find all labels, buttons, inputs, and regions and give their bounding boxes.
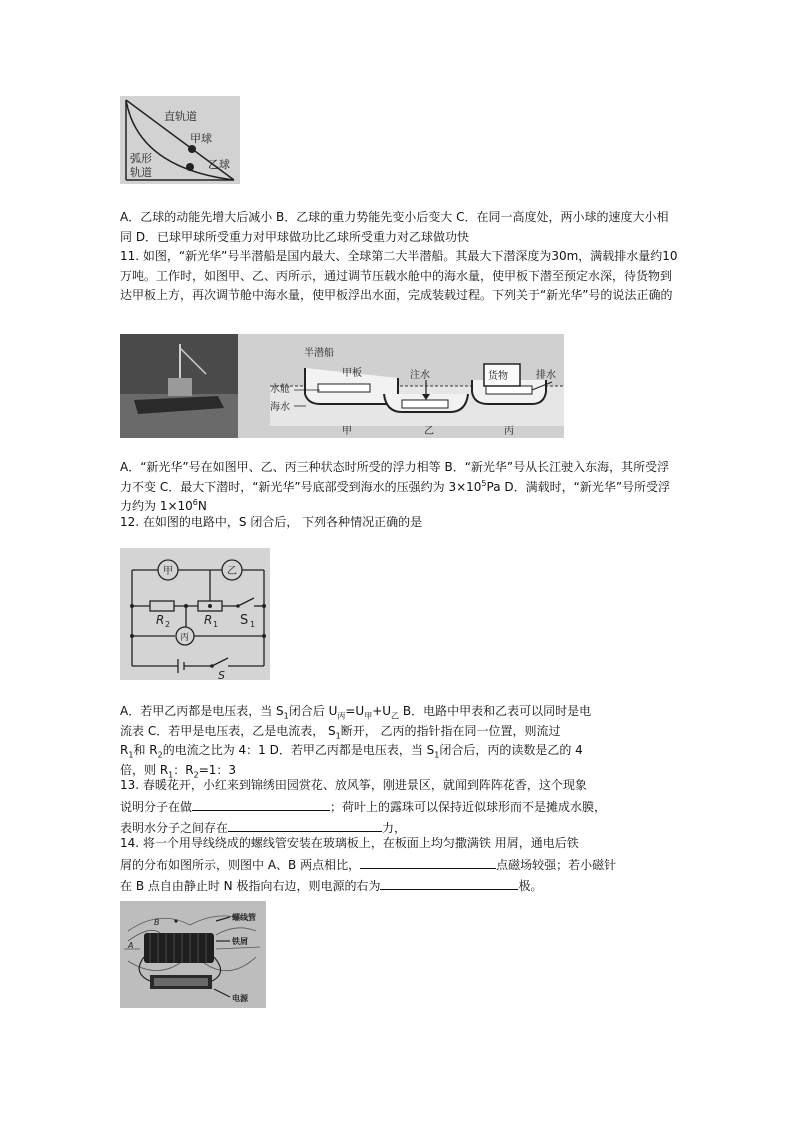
q10-options: A．乙球的动能先增大后减小 B．乙球的重力势能先变小后变大 C．在同一高度处，两小球的速度大小相同 D．已球甲球所受重力对甲球做功比乙球所受重力对乙球做功快: [120, 210, 669, 244]
label-s1-sub: 1: [250, 620, 256, 629]
q14-blank-2[interactable]: [380, 875, 518, 890]
label-semisub: 半潜船: [304, 348, 334, 359]
solenoid-figure: [120, 901, 266, 1008]
q13-blank-1[interactable]: [192, 796, 330, 811]
q13-line1: 13. 春暖花开，小红来到锦绣田园赏花、放风筝，刚进景区，就闻到阵阵花香，这个现象: [120, 778, 587, 792]
circuit-figure: [120, 548, 270, 680]
q11-options-a: A．“新光华”号在如图甲、乙、丙三种状态时所受的浮力相等 B．“新光华”号从长江驶入东海，其所受浮力不变 C．最大下潜时，“新光华”号底部受到海水的压强约为 3×: [120, 460, 670, 494]
q12-line2: 流表 C．若甲是电压表，乙是电流表， $S_1$断开， 乙丙的指针指在同一位置，则流过: [120, 723, 561, 740]
label-curve-2: 轨道: [130, 166, 152, 179]
label-inject: 注水: [410, 370, 430, 381]
label-cargo: 货物: [488, 371, 508, 382]
label-tank: 水舱: [270, 384, 290, 395]
q14-line1: 14. 将一个用导线绕成的螺线管安装在玻璃板上，在板面上均匀撒满铁 用屑，通电后铁: [120, 836, 579, 850]
q12-stem: 12. 在如图的电路中，S 闭合后， 下列各种情况正确的是: [120, 515, 423, 529]
q14: [120, 834, 680, 897]
label-straight-track: 直轨道: [164, 110, 197, 123]
q11-exp-base: 10: [466, 479, 482, 494]
label-seawater: 海水: [270, 402, 290, 413]
label-curve-1: 弧形: [130, 152, 152, 165]
label-power: 电源: [232, 994, 248, 1003]
ship-figure: [120, 334, 564, 438]
label-deck: 甲板: [342, 368, 362, 379]
q13-blank-2[interactable]: [228, 817, 382, 832]
q11-options-b: Pa D．满载时，“新光华”号所受浮力约为 1×10: [120, 479, 671, 513]
label-meter-bing: 丙: [180, 633, 190, 643]
track-figure: [120, 96, 240, 184]
label-ball-b: 乙球: [208, 158, 230, 171]
q11-options-end: N: [197, 499, 207, 513]
label-r2: R: [156, 613, 165, 627]
q11-options: [120, 458, 680, 517]
q13: [120, 776, 680, 839]
q13-line3: 表明水分子之间存在 力，: [120, 817, 680, 839]
q12-options: [120, 702, 680, 780]
label-solenoid: 螺线管: [232, 913, 256, 922]
q12-line4: 倍，则 $R_1$：$R_2=1$：3: [120, 762, 237, 779]
label-point-b: B: [154, 918, 160, 927]
q11-exp-sup2: 6: [192, 498, 198, 507]
label-r1-sub: 1: [213, 620, 219, 629]
q13-line2: 说明分子在做 ；荷叶上的露珠可以保持近似球形而不是摊成水膜，: [120, 796, 680, 818]
label-yi: 乙: [424, 426, 434, 437]
q14-line3: 在 B 点自由静止时 N 极指向右边，则电源的右为 极。: [120, 875, 680, 897]
label-ball-a: 甲球: [190, 132, 212, 145]
q12-line1: A．若甲乙丙都是电压表，当 $S_1$闭合后 $U_丙=U_甲+U_乙$ B．电路中甲表和乙表可以同时是电: [120, 704, 592, 721]
label-iron-filings: 铁屑: [232, 937, 248, 946]
q11-exp-sup: 5: [481, 478, 487, 488]
label-meter-jia: 甲: [163, 566, 173, 577]
label-drain: 排水: [536, 370, 556, 381]
label-s: S: [218, 669, 225, 680]
label-s1: S: [240, 613, 249, 628]
solenoid-coil: [144, 933, 214, 963]
label-r1: R: [204, 613, 213, 627]
label-r2-sub: 2: [165, 620, 171, 629]
label-bing: 丙: [504, 426, 514, 437]
label-point-a: A: [128, 941, 134, 950]
q14-blank-1[interactable]: [360, 854, 496, 869]
q11-stem: 11. 如图，“新光华”号半潜船是国内最大、全球第二大半潜船。其最大下潜深度为30m，满载排水量约10万吨。工作时，如图甲、乙、丙所示，通过调节压载水舱中的海水量，使甲板下潜至预定水深，待货物到达甲板上方，再次调节舱中海水量，使甲板浮出水面，完成装载过程。下列关于“新光华”号的说法正确的: [120, 249, 678, 302]
q14-line2: 屑的分布如图所示，则图中 A、B 两点相比， 点磁场较强；若小磁针: [120, 854, 680, 876]
label-jia: 甲: [342, 426, 352, 437]
label-meter-yi: 乙: [227, 566, 237, 577]
q12-line3: $R_1$和 $R_2$的电流之比为 4：1 D．若甲乙丙都是电压表，当 $S_1$闭合后，丙的读数是乙的 4: [120, 743, 583, 760]
